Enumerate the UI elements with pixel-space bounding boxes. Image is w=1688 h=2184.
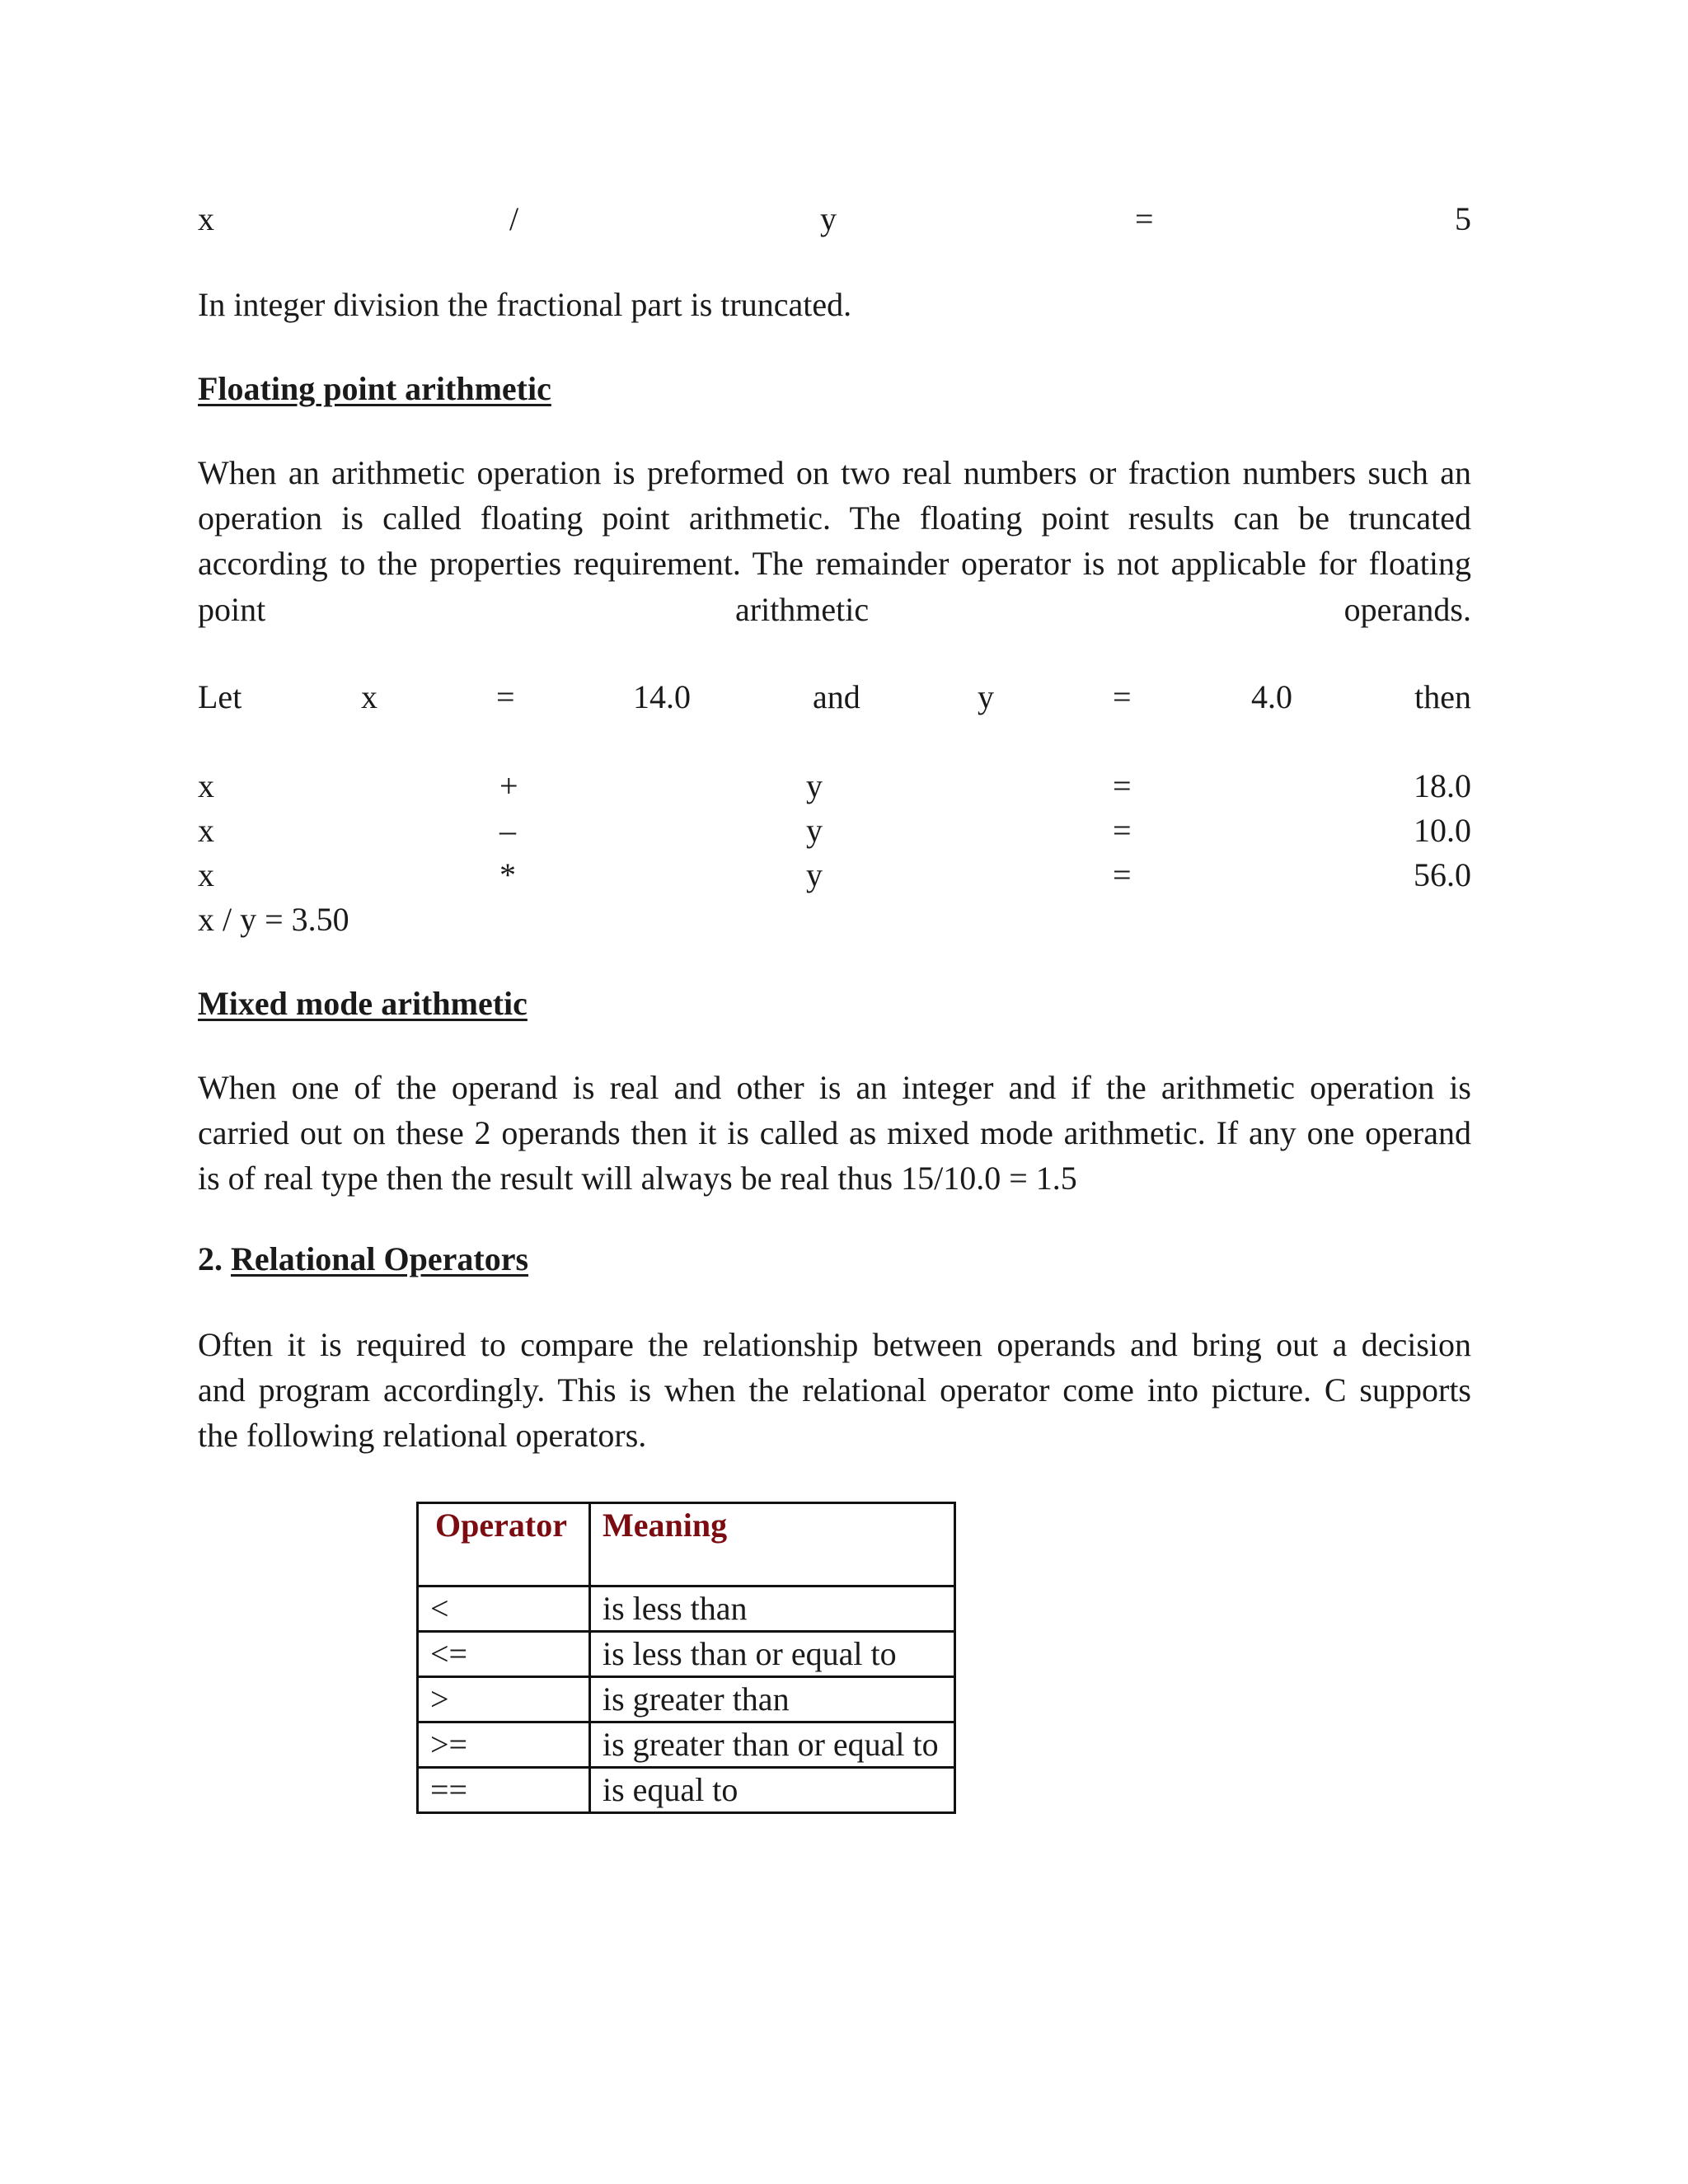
table-row (418, 1632, 955, 1677)
equation-row (198, 766, 1471, 813)
let-line (198, 677, 1471, 724)
para-word: point (198, 591, 266, 628)
eq-term: y (806, 812, 823, 849)
let-equals: = (496, 678, 515, 715)
table-row (418, 1768, 955, 1813)
table-row (418, 1722, 955, 1768)
float-heading: Floating point arithmetic (198, 370, 551, 407)
operator-cell: == (418, 1768, 590, 1813)
let-var: y (978, 678, 994, 715)
eq-operator: * (499, 856, 516, 893)
let-equals: = (1113, 678, 1132, 715)
float-last-line (198, 590, 1471, 636)
operator-cell: < (418, 1586, 590, 1632)
eq-term: x (198, 856, 214, 893)
meaning-cell: is greater than or equal to (590, 1722, 955, 1768)
eq-result: 18.0 (1414, 767, 1471, 804)
eq-result: 10.0 (1414, 812, 1471, 849)
section-title: Relational Operators (231, 1240, 529, 1277)
meaning-cell: is less than or equal to (590, 1632, 955, 1677)
division-line: x / y = 3.50 (198, 901, 349, 938)
para-line: the following relational operators. (198, 1417, 647, 1454)
eq-equals: = (1113, 767, 1132, 804)
para-line: When an arithmetic operation is preformed on two real numbers or fraction numbers such an (198, 454, 1471, 491)
eq-term: x (198, 767, 214, 804)
let-var: x (361, 678, 377, 715)
let-word: then (1414, 678, 1471, 715)
float-paragraph (198, 450, 1471, 586)
table-row (418, 1586, 955, 1632)
meaning-cell: is equal to (590, 1768, 955, 1813)
eq-operator: + (499, 767, 518, 804)
eq-equals: = (1113, 856, 1132, 893)
section-number: 2. (198, 1240, 223, 1277)
table-row (418, 1677, 955, 1722)
meaning-cell: is less than (590, 1586, 955, 1632)
operator-cell: <= (418, 1632, 590, 1677)
eq-equals: = (1135, 200, 1154, 237)
para-word: operands. (1343, 591, 1471, 628)
para-line: Often it is required to compare the relationship between operands and bring out a decision (198, 1326, 1471, 1363)
operator-cell: >= (418, 1722, 590, 1768)
relational-heading (198, 1240, 528, 1279)
para-line: according to the properties requirement. The remainder operator is not applicable for floating (198, 545, 1471, 582)
relational-paragraph (198, 1322, 1471, 1458)
eq-term: y (806, 856, 823, 893)
para-line: When one of the operand is real and other is an integer and if the arithmetic operation is (198, 1069, 1471, 1106)
table-header-row (418, 1503, 955, 1586)
let-word: and (813, 678, 860, 715)
eq-term: x (198, 812, 214, 849)
integer-note: In integer division the fractional part is truncated. (198, 286, 852, 323)
meaning-cell: is greater than (590, 1677, 955, 1722)
top-equation (198, 199, 1471, 246)
eq-term: x (198, 200, 214, 237)
para-line: and program accordingly. This is when the relational operator come into picture. C supports (198, 1371, 1471, 1408)
eq-operator: – (499, 812, 516, 849)
eq-operator: / (509, 200, 519, 237)
equation-row (198, 811, 1471, 857)
para-word: arithmetic (735, 591, 870, 628)
eq-term: y (806, 767, 823, 804)
relational-operators-table (416, 1502, 956, 1814)
para-line: operation is called floating point arithmetic. The floating point results can be truncated (198, 499, 1471, 537)
eq-result: 5 (1455, 200, 1471, 237)
eq-result: 56.0 (1414, 856, 1471, 893)
para-line: carried out on these 2 operands then it is called as mixed mode arithmetic. If any one operand (198, 1114, 1471, 1151)
column-header-operator: Operator (418, 1503, 590, 1586)
equation-row (198, 855, 1471, 902)
operator-cell: > (418, 1677, 590, 1722)
mixed-paragraph (198, 1065, 1471, 1201)
let-value: 4.0 (1251, 678, 1292, 715)
eq-term: y (820, 200, 837, 237)
eq-equals: = (1113, 812, 1132, 849)
column-header-meaning: Meaning (590, 1503, 955, 1586)
mixed-heading: Mixed mode arithmetic (198, 985, 528, 1022)
let-word: Let (198, 678, 242, 715)
para-line: is of real type then the result will always be real thus 15/10.0 = 1.5 (198, 1160, 1077, 1197)
let-value: 14.0 (633, 678, 691, 715)
